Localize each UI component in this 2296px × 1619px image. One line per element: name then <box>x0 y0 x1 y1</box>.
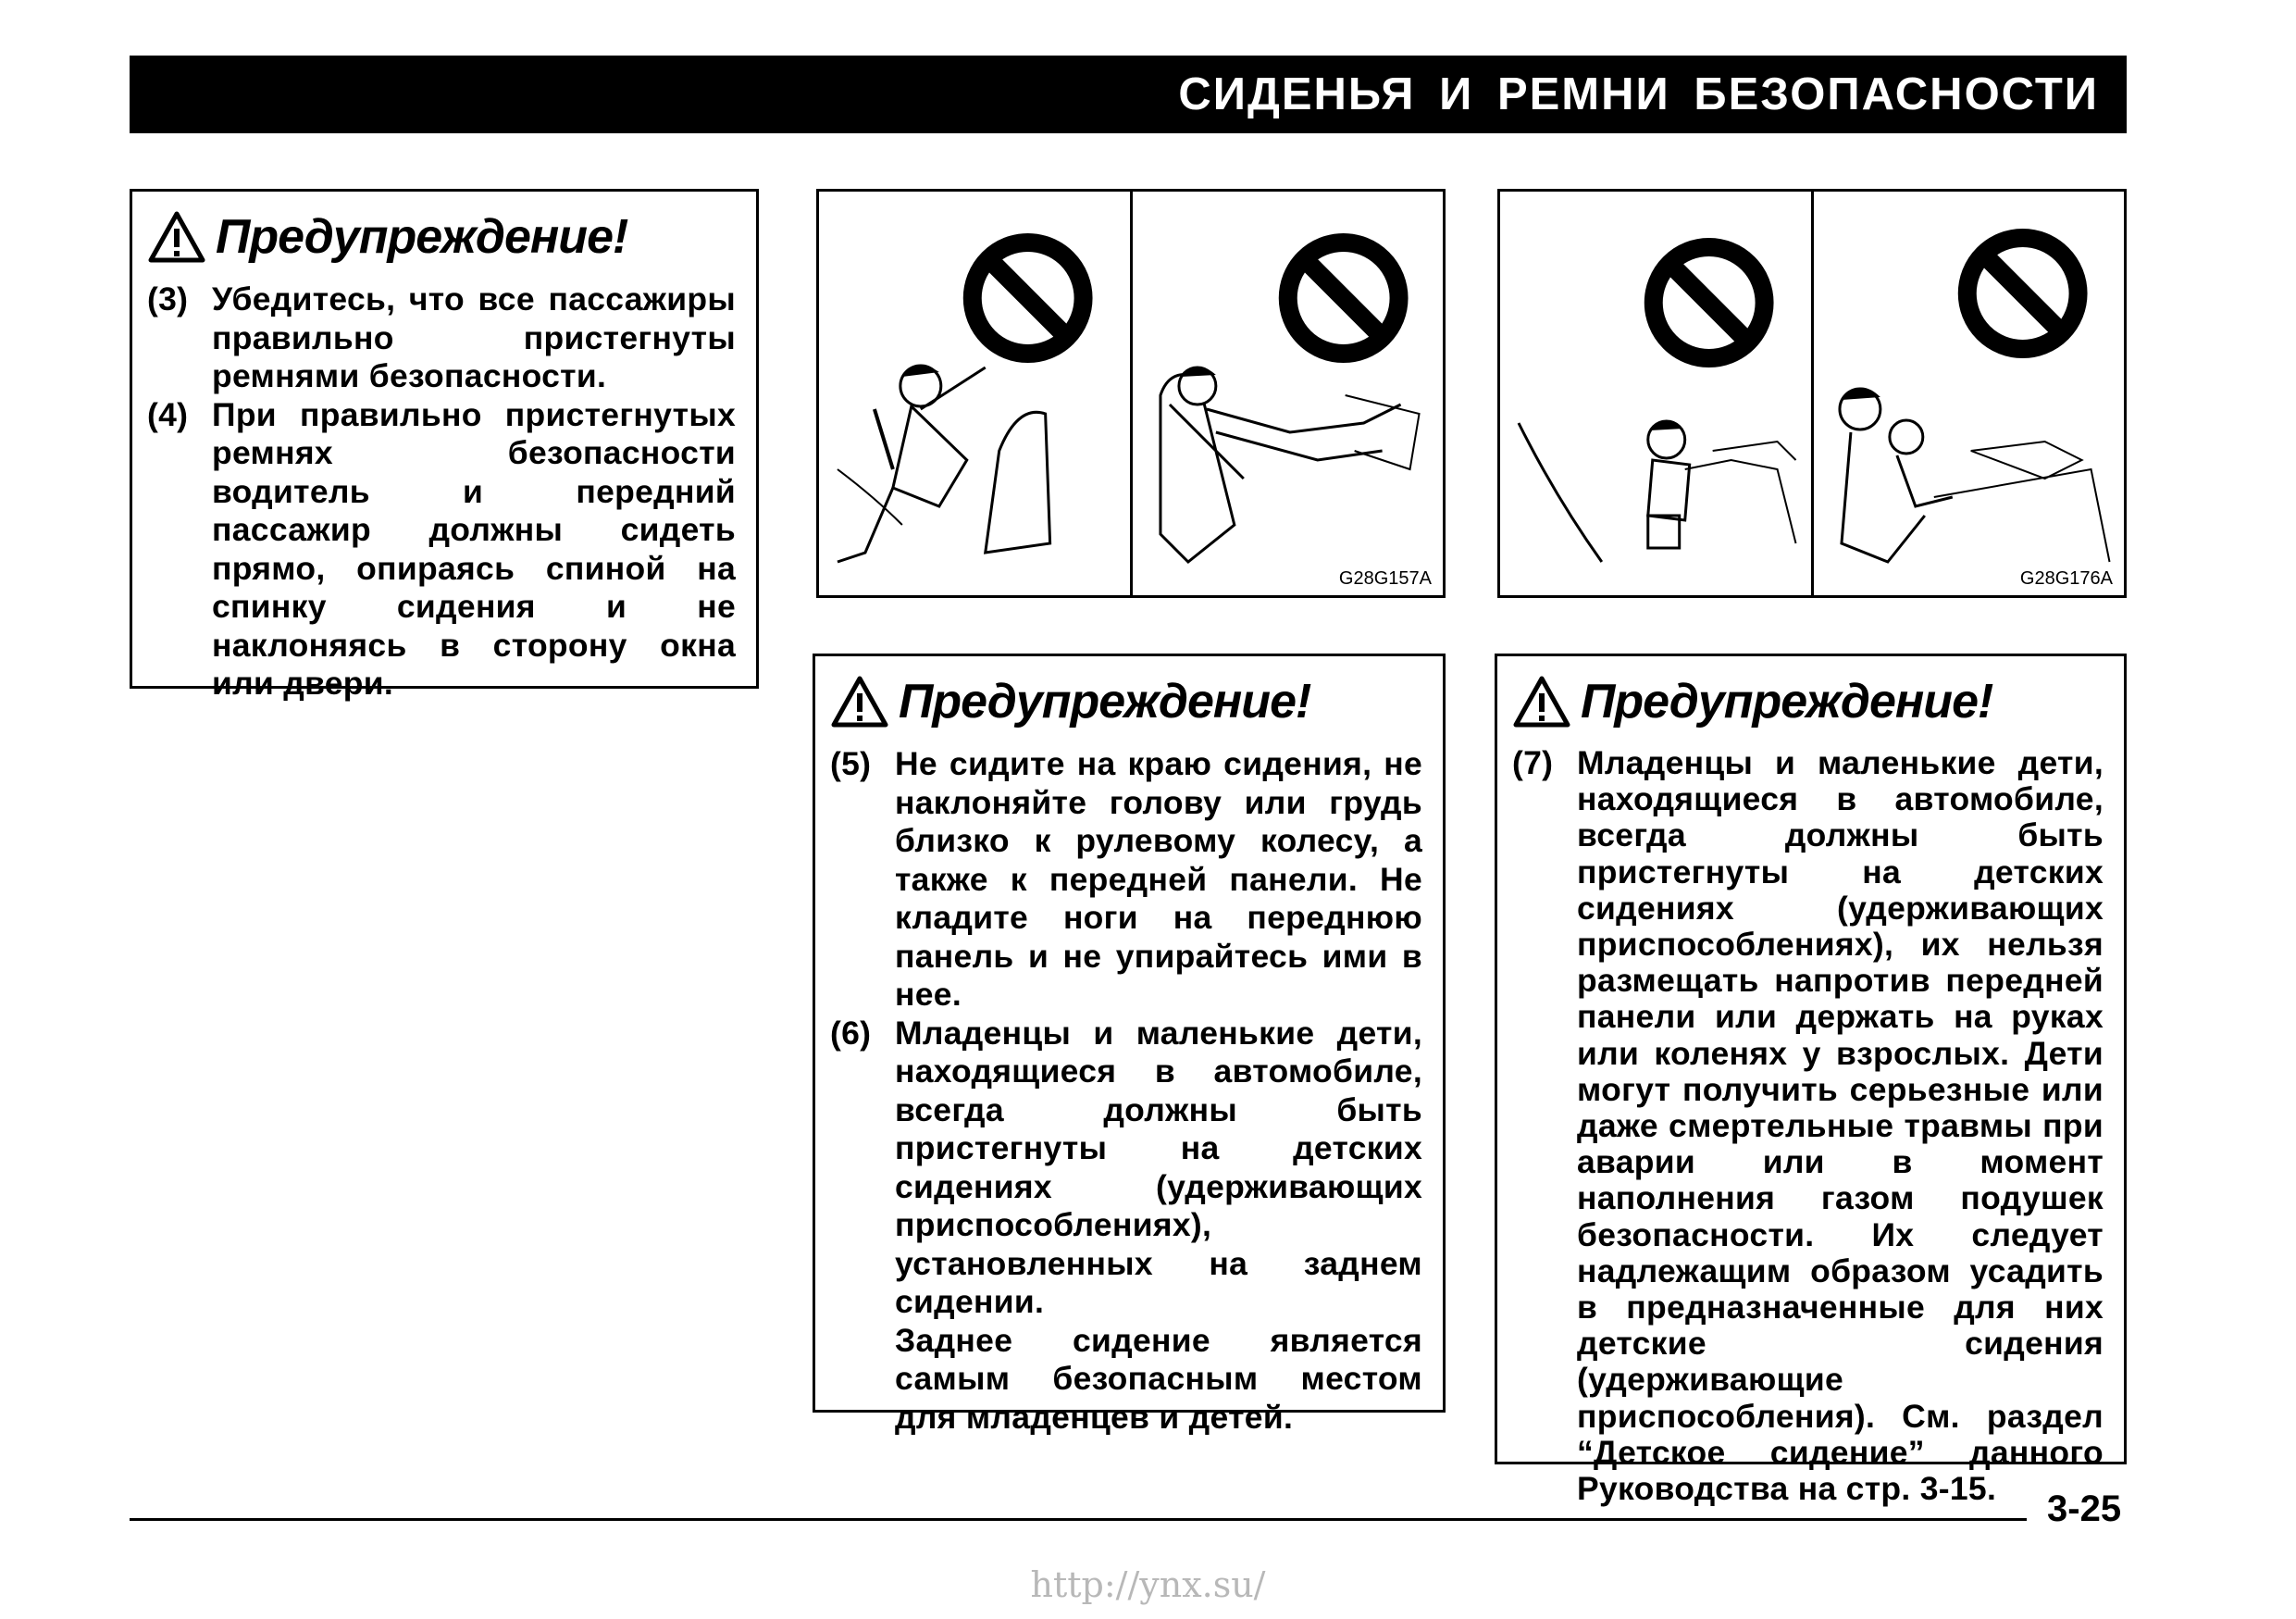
section-header <box>130 56 2127 133</box>
warning-title-text: Предупреждение! <box>1581 675 1993 729</box>
illustration-code: G28G157A <box>1338 568 1432 589</box>
warning-box-3 <box>1495 654 2127 1508</box>
illustration-incorrect-seating <box>816 189 1446 598</box>
footer-rule <box>130 1518 2027 1521</box>
warning-item-6-continued: Заднее сидение является самым безопасным местом для младенцев и детей. <box>895 1321 1422 1436</box>
page-number: 3-25 <box>2047 1488 2122 1529</box>
warning-item-5: (5) Не сидите на краю сидения, не наклоняйте голову или грудь близко к рулевому колесу, а также к передней панели. Не кладите ноги на переднюю панель и не упирайтесь ими в нее. <box>830 745 1422 1013</box>
section-title: СИДЕНЬЯ И РЕМНИ БЕЗОПАСНОСТИ <box>1178 69 2099 119</box>
watermark: http://ynx.su/ <box>1030 1564 1266 1605</box>
feet-up-passenger-drawing <box>1133 192 1444 595</box>
illustration-incorrect-child-placement <box>1497 189 2127 598</box>
warning-item-6: (6) Младенцы и маленькие дети, находящиеся в автомобиле, всегда должны быть пристегнуты на детских сидениях (удерживающих приспособлениях), установленных на заднем сидении. <box>830 1014 1422 1320</box>
child-on-lap-drawing <box>1814 192 2125 595</box>
warning-title-3 <box>1512 669 2104 734</box>
leaning-driver-drawing <box>819 192 1130 595</box>
warning-box-1 <box>130 189 759 702</box>
warning-title-1 <box>147 205 736 269</box>
warning-title-text: Предупреждение! <box>216 210 628 264</box>
illustration-panel-child-standing <box>1500 192 1811 595</box>
warning-box-2 <box>813 654 1446 1436</box>
warning-item-3: (3) Убедитесь, что все пассажиры правильно пристегнуты ремнями безопасности. <box>147 280 736 394</box>
illustration-panel-leaning-forward <box>819 192 1130 595</box>
illustration-code: G28G176A <box>2019 568 2113 589</box>
standing-child-drawing <box>1500 192 1811 595</box>
warning-triangle-icon <box>1512 675 1571 729</box>
warning-triangle-icon <box>830 675 889 729</box>
warning-title-2 <box>830 669 1422 734</box>
illustration-panel-child-on-lap <box>1811 192 2125 595</box>
warning-triangle-icon <box>147 210 206 264</box>
warning-item-7: (7) Младенцы и маленькие дети, находящиеся в автомобиле, всегда должны быть пристегнуты на детских сидениях (удерживающих приспособлениях), их нельзя размещать напротив передней панели или держать на руках или коленях у взрослых. Дети могут получить серьезные или даже смертельные травмы при аварии или в момент наполнения газом подушек безопасности. Их следует надлежащим образом усадить в предназначенные для них детские сидения (удерживающие приспособления). См. раздел “Детское сидение” данного Руководства на стр. 3-15. <box>1512 744 2104 1508</box>
illustration-panel-feet-on-dashboard <box>1130 192 1444 595</box>
warning-item-4: (4) При правильно пристегнутых ремнях безопасности водитель и передний пассажир должны сидеть прямо, опираясь спиной на спинку сидения и не наклоняясь в сторону окна или двери. <box>147 395 736 702</box>
warning-title-text: Предупреждение! <box>899 675 1311 729</box>
